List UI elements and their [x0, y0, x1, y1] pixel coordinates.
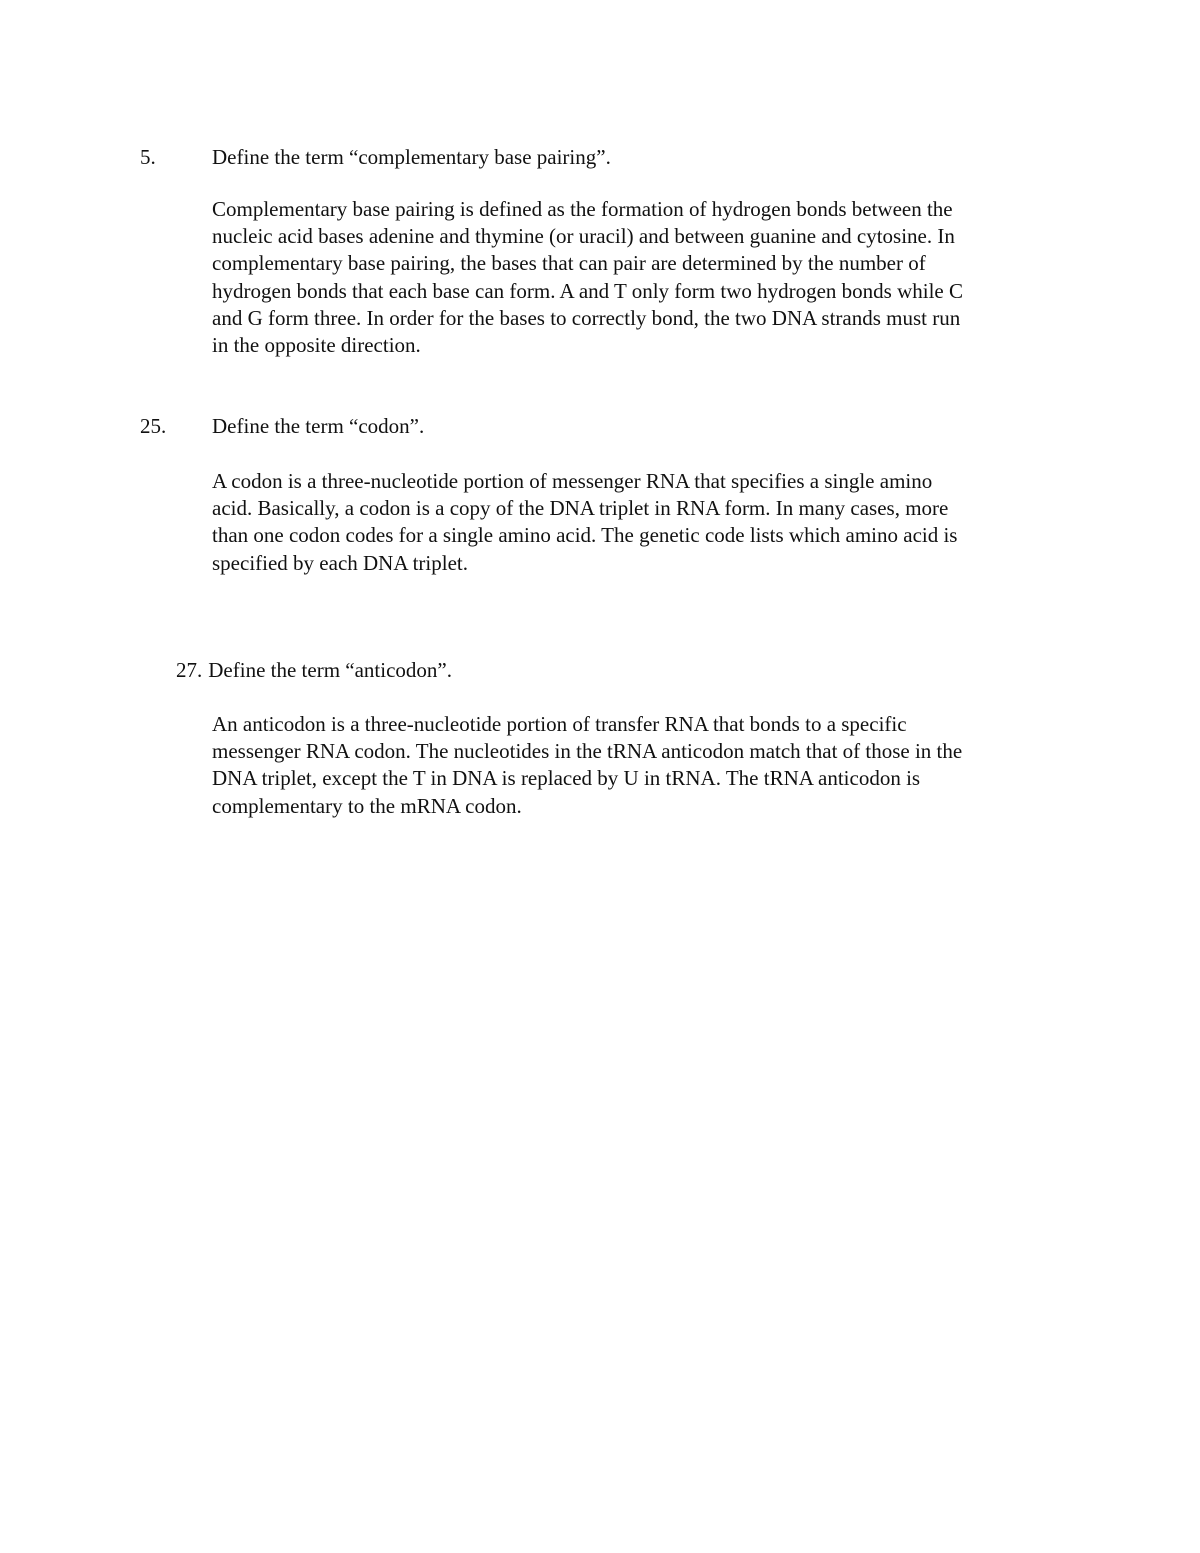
answer-line: nucleic acid bases adenine and thymine (or uracil) and between guanine and cytosine. In: [212, 224, 955, 249]
question-answer: [212, 196, 1072, 359]
answer-line: complementary to the mRNA codon.: [212, 793, 522, 818]
answer-line: DNA triplet, except the T in DNA is replaced by U in tRNA. The tRNA anticodon is: [212, 766, 921, 791]
answer-line: acid. Basically, a codon is a copy of the DNA triplet in RNA form. In many cases, more: [212, 496, 949, 521]
answer-line: Complementary base pairing is defined as the formation of hydrogen bonds between the: [212, 197, 953, 221]
answer-line: and G form three. In order for the bases to correctly bond, the two DNA strands must run: [212, 305, 961, 330]
question-prompt: Define the term “complementary base pairing”.: [212, 145, 611, 169]
question-prompt: Define the term “codon”.: [212, 414, 425, 438]
answer-line: complementary base pairing, the bases that can pair are determined by the number of: [212, 251, 926, 276]
answer-line: messenger RNA codon. The nucleotides in the tRNA anticodon match that of those in the: [212, 739, 963, 764]
question-number: 27.: [176, 658, 203, 682]
question-prompt: Define the term “anticodon”.: [208, 658, 452, 682]
answer-line: in the opposite direction.: [212, 333, 421, 358]
answer-line: An anticodon is a three-nucleotide portion of transfer RNA that bonds to a specific: [212, 712, 907, 736]
answer-line: specified by each DNA triplet.: [212, 550, 468, 575]
answer-line: hydrogen bonds that each base can form. A and T only form two hydrogen bonds while C: [212, 278, 964, 303]
answer-line: A codon is a three-nucleotide portion of messenger RNA that specifies a single amino: [212, 469, 933, 493]
answer-line: than one codon codes for a single amino acid. The genetic code lists which amino acid is: [212, 523, 958, 548]
question-answer: [212, 711, 1072, 820]
question-number: 25.: [140, 414, 167, 438]
question-number: 5.: [140, 145, 156, 169]
question-answer: [212, 468, 1072, 577]
